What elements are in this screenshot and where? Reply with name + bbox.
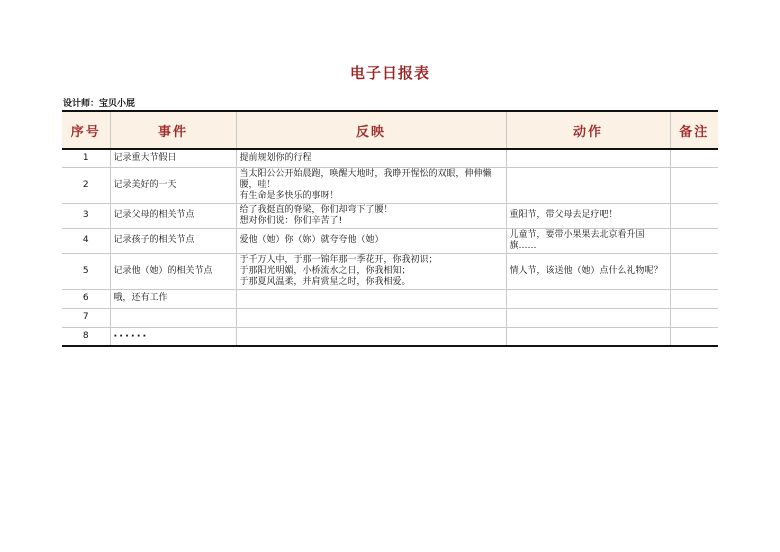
cell-action[interactable] <box>506 289 670 308</box>
header-event: 事件 <box>110 111 236 149</box>
cell-event[interactable]: 记录他（她）的相关节点 <box>110 253 236 289</box>
cell-note[interactable] <box>670 253 718 289</box>
cell-action[interactable]: 重阳节，带父母去足疗吧！ <box>506 203 670 228</box>
cell-seq[interactable]: 6 <box>62 289 110 308</box>
header-note: 备注 <box>670 111 718 149</box>
table-row <box>62 253 718 289</box>
daily-report-table <box>62 110 718 347</box>
cell-action[interactable] <box>506 327 670 346</box>
table-row <box>62 228 718 253</box>
table-row <box>62 203 718 228</box>
cell-event[interactable]: ······ <box>110 327 236 346</box>
cell-reaction[interactable]: 提前规划你的行程 <box>236 149 506 167</box>
cell-seq[interactable]: 7 <box>62 308 110 327</box>
table-row <box>62 327 718 346</box>
cell-event[interactable]: 记录重大节假日 <box>110 149 236 167</box>
cell-reaction[interactable]: 于千万人中，于那一锦年那一季花开，你我初识； 于那阳光明媚，小桥流水之日，你我相知； 于那夏风温柔，并肩赏星之时，你我相爱。 <box>236 253 506 289</box>
cell-reaction[interactable]: 爱他（她）你（妳）就夸夸他（她） <box>236 228 506 253</box>
cell-seq[interactable]: 1 <box>62 149 110 167</box>
designer-label: 设计师：宝贝小屁 <box>63 99 136 109</box>
header-row <box>62 111 718 149</box>
cell-action[interactable]: 情人节，该送他（她）点什么礼物呢？ <box>506 253 670 289</box>
header-seq: 序号 <box>62 111 110 149</box>
cell-reaction[interactable] <box>236 289 506 308</box>
cell-event[interactable]: 记录父母的相关节点 <box>110 203 236 228</box>
cell-note[interactable] <box>670 308 718 327</box>
table-row <box>62 308 718 327</box>
cell-action[interactable] <box>506 308 670 327</box>
cell-note[interactable] <box>670 149 718 167</box>
cell-note[interactable] <box>670 327 718 346</box>
cell-reaction[interactable] <box>236 327 506 346</box>
cell-seq[interactable]: 5 <box>62 253 110 289</box>
cell-seq[interactable]: 2 <box>62 167 110 203</box>
cell-note[interactable] <box>670 228 718 253</box>
cell-reaction[interactable]: 当太阳公公开始晨跑，唤醒大地时，我睁开惺忪的双眼，伸伸懒腰，哇！ 有生命是多快乐的事呀！ <box>236 167 506 203</box>
header-action: 动作 <box>506 111 670 149</box>
cell-note[interactable] <box>670 167 718 203</box>
cell-event[interactable] <box>110 308 236 327</box>
cell-event[interactable]: 记录美好的一天 <box>110 167 236 203</box>
cell-note[interactable] <box>670 289 718 308</box>
header-reaction: 反映 <box>236 111 506 149</box>
page-title: 电子日报表 <box>349 64 430 82</box>
cell-event[interactable]: 哦，还有工作 <box>110 289 236 308</box>
cell-reaction[interactable]: 给了我挺直的脊梁，你们却弯下了腰！ 想对你们说：你们辛苦了! <box>236 203 506 228</box>
cell-action[interactable]: 儿童节，要带小果果去北京看升国旗…… <box>506 228 670 253</box>
cell-action[interactable] <box>506 149 670 167</box>
cell-seq[interactable]: 8 <box>62 327 110 346</box>
cell-reaction[interactable] <box>236 308 506 327</box>
cell-seq[interactable]: 4 <box>62 228 110 253</box>
cell-note[interactable] <box>670 203 718 228</box>
table-row <box>62 167 718 203</box>
table-row <box>62 289 718 308</box>
table-row <box>62 149 718 167</box>
cell-event[interactable]: 记录孩子的相关节点 <box>110 228 236 253</box>
cell-seq[interactable]: 3 <box>62 203 110 228</box>
cell-action[interactable] <box>506 167 670 203</box>
